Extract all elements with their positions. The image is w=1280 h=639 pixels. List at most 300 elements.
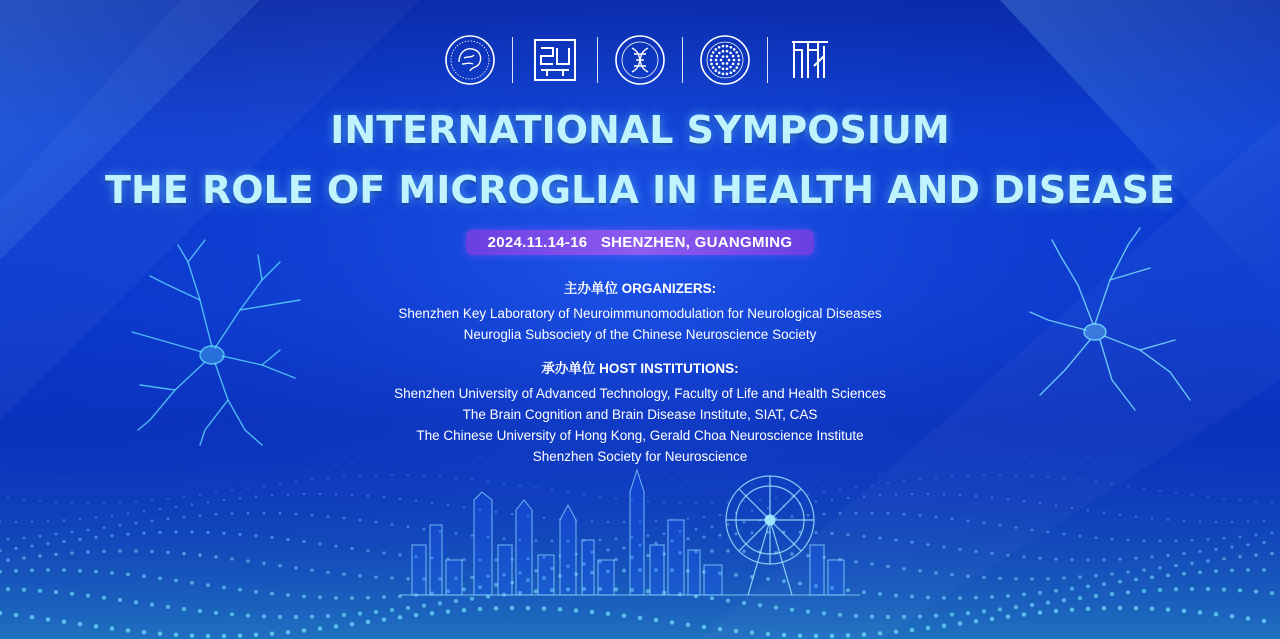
host-institutions-section bbox=[0, 357, 1280, 467]
wave-particle bbox=[159, 508, 161, 510]
wave-particle bbox=[670, 620, 674, 624]
wave-particle bbox=[270, 536, 273, 539]
logo-divider bbox=[682, 37, 683, 83]
wave-particle bbox=[655, 477, 657, 479]
wave-particle bbox=[295, 513, 298, 516]
wave-particle bbox=[471, 478, 473, 480]
wave-particle bbox=[1006, 594, 1010, 598]
wave-particle bbox=[951, 517, 954, 520]
wave-particle bbox=[711, 526, 714, 529]
wave-particle bbox=[614, 587, 618, 591]
wave-particle bbox=[55, 533, 58, 536]
wave-particle bbox=[294, 615, 298, 619]
wave-particle bbox=[759, 499, 761, 501]
wave-particle bbox=[638, 616, 642, 620]
seal-dot bbox=[733, 69, 736, 72]
wave-particle bbox=[950, 573, 953, 576]
wave-particle bbox=[815, 500, 817, 502]
wave-particle bbox=[39, 500, 41, 502]
wave-particle bbox=[1079, 479, 1081, 481]
wave-particle bbox=[334, 596, 338, 600]
wave-particle bbox=[798, 633, 802, 637]
wave-particle bbox=[350, 596, 354, 600]
wave-particle bbox=[15, 521, 17, 523]
wave-particle bbox=[375, 521, 378, 524]
wave-particle bbox=[190, 633, 194, 637]
wave-particle bbox=[751, 510, 753, 512]
wave-particle bbox=[687, 480, 689, 482]
wave-particle bbox=[814, 531, 817, 534]
wave-particle bbox=[1102, 558, 1105, 561]
wave-particle bbox=[279, 483, 281, 485]
wave-particle bbox=[78, 569, 82, 573]
wave-particle bbox=[358, 612, 362, 616]
wave-particle bbox=[207, 481, 209, 483]
wave-particle bbox=[1206, 587, 1210, 591]
wave-particle bbox=[847, 497, 849, 499]
wave-particle bbox=[1102, 582, 1106, 586]
wave-particle bbox=[198, 609, 202, 613]
wave-particle bbox=[391, 474, 393, 476]
wave-particle bbox=[1006, 554, 1009, 557]
wave-particle bbox=[974, 596, 978, 600]
wave-particle bbox=[871, 512, 874, 515]
wave-particle bbox=[838, 613, 842, 617]
wave-particle bbox=[1246, 616, 1250, 620]
wave-particle bbox=[903, 513, 906, 516]
wave-particle bbox=[215, 492, 217, 494]
wave-particle bbox=[351, 494, 353, 496]
wave-particle bbox=[583, 494, 585, 496]
wave-particle bbox=[391, 523, 394, 526]
wave-particle bbox=[519, 485, 521, 487]
wave-particle bbox=[991, 496, 993, 498]
wave-particle bbox=[222, 586, 226, 590]
seal-dot bbox=[712, 66, 715, 69]
wave-particle bbox=[198, 553, 201, 556]
wave-particle bbox=[6, 558, 9, 561]
wave-particle bbox=[311, 514, 314, 517]
wave-particle bbox=[278, 564, 281, 567]
wave-particle bbox=[310, 615, 314, 619]
wave-particle bbox=[79, 518, 81, 520]
wave-particle bbox=[151, 519, 154, 522]
wave-particle bbox=[1142, 589, 1146, 593]
wave-particle bbox=[551, 540, 554, 543]
wave-particle bbox=[239, 497, 241, 499]
wave-particle bbox=[558, 607, 562, 611]
wave-particle bbox=[471, 534, 474, 537]
wave-particle bbox=[262, 614, 266, 618]
wave-particle bbox=[231, 512, 234, 515]
wave-particle bbox=[1103, 511, 1105, 513]
wave-particle bbox=[294, 566, 297, 569]
wave-particle bbox=[590, 610, 594, 614]
wave-particle bbox=[1198, 570, 1202, 574]
wave-particle bbox=[1230, 614, 1234, 618]
wave-particle bbox=[71, 502, 73, 504]
wave-particle bbox=[1054, 558, 1057, 561]
siat-logo bbox=[782, 32, 838, 88]
wave-particle bbox=[734, 573, 738, 577]
wave-particle bbox=[1207, 496, 1209, 498]
seal-dot bbox=[726, 55, 729, 58]
neuroimmunomodulation-lab-logo bbox=[442, 32, 498, 88]
wave-particle bbox=[1038, 557, 1041, 560]
wave-particle bbox=[942, 545, 945, 548]
wave-particle bbox=[886, 615, 890, 619]
wave-particle bbox=[327, 515, 330, 518]
wave-particle bbox=[1118, 558, 1121, 561]
wave-particle bbox=[1167, 519, 1169, 521]
wave-particle bbox=[78, 622, 82, 626]
wave-particle bbox=[23, 536, 26, 539]
wave-particle bbox=[1182, 572, 1186, 576]
wave-particle bbox=[671, 478, 673, 480]
wave-particle bbox=[831, 498, 833, 500]
wave-particle bbox=[398, 615, 402, 619]
wave-particle bbox=[742, 601, 746, 605]
wave-particle bbox=[1070, 587, 1074, 591]
wave-particle bbox=[247, 512, 250, 515]
wave-particle bbox=[1015, 474, 1017, 476]
wave-particle bbox=[679, 502, 681, 504]
logo-row bbox=[0, 32, 1280, 88]
wave-particle bbox=[647, 534, 650, 537]
wave-particle bbox=[1143, 539, 1146, 542]
seal-dot bbox=[722, 50, 725, 53]
wave-particle bbox=[854, 614, 858, 618]
wave-particle bbox=[54, 553, 57, 556]
wave-particle bbox=[1150, 576, 1154, 580]
wave-particle bbox=[326, 571, 329, 574]
wave-particle bbox=[615, 498, 617, 500]
wave-particle bbox=[1166, 574, 1170, 578]
wave-particle bbox=[334, 624, 338, 628]
wave-particle bbox=[166, 551, 169, 554]
wave-particle bbox=[158, 531, 161, 534]
wave-particle bbox=[1159, 490, 1161, 492]
wave-particle bbox=[807, 493, 809, 495]
wave-particle bbox=[526, 606, 530, 610]
wave-particle bbox=[1054, 609, 1058, 613]
wave-particle bbox=[542, 606, 546, 610]
wave-particle bbox=[958, 548, 961, 551]
wave-particle bbox=[119, 501, 121, 503]
wave-particle bbox=[879, 473, 881, 475]
wave-particle bbox=[1031, 528, 1034, 531]
seal-dot bbox=[718, 66, 721, 69]
wave-particle bbox=[1230, 546, 1233, 549]
seal-dot bbox=[710, 55, 713, 58]
wave-particle bbox=[1246, 568, 1250, 572]
wave-particle bbox=[614, 558, 617, 561]
wave-particle bbox=[343, 517, 346, 520]
wave-particle bbox=[847, 477, 849, 479]
wave-particle bbox=[286, 630, 290, 634]
wave-particle bbox=[62, 540, 65, 543]
wave-particle bbox=[831, 479, 833, 481]
wave-particle bbox=[262, 562, 265, 565]
wave-particle bbox=[1079, 535, 1082, 538]
wave-particle bbox=[799, 482, 801, 484]
wave-particle bbox=[1166, 607, 1170, 611]
wave-particle bbox=[102, 596, 106, 600]
host-institution-item: Shenzhen Society for Neuroscience bbox=[532, 449, 748, 464]
wave-particle bbox=[1206, 559, 1209, 562]
wave-particle bbox=[270, 592, 274, 596]
wave-particle bbox=[1055, 505, 1057, 507]
wave-particle bbox=[599, 496, 601, 498]
wave-particle bbox=[911, 468, 913, 470]
wave-particle bbox=[1158, 588, 1162, 592]
wave-particle bbox=[310, 569, 313, 572]
wave-particle bbox=[943, 493, 945, 495]
wave-particle bbox=[350, 547, 353, 550]
wave-particle bbox=[70, 592, 74, 596]
wave-particle bbox=[655, 520, 657, 522]
wave-particle bbox=[94, 570, 98, 574]
wave-particle bbox=[510, 606, 514, 610]
wave-particle bbox=[79, 480, 81, 482]
wave-particle bbox=[1199, 520, 1201, 522]
wave-particle bbox=[646, 554, 649, 557]
wave-particle bbox=[1126, 590, 1130, 594]
wave-particle bbox=[247, 487, 249, 489]
wave-particle bbox=[494, 558, 497, 561]
seal-dot bbox=[726, 50, 729, 53]
wave-particle bbox=[591, 520, 593, 522]
wave-particle bbox=[46, 542, 49, 545]
wave-particle bbox=[959, 494, 961, 496]
wave-particle bbox=[455, 532, 458, 535]
wave-particle bbox=[1022, 555, 1025, 558]
wave-particle bbox=[94, 624, 98, 628]
wave-particle bbox=[358, 574, 361, 577]
organizer-item: Shenzhen Key Laboratory of Neuroimmunomodulation for Neurological Diseases bbox=[398, 306, 882, 321]
wave-particle bbox=[110, 534, 113, 537]
wave-particle bbox=[382, 595, 386, 599]
wave-particle bbox=[254, 534, 257, 537]
wave-particle bbox=[167, 498, 169, 500]
wave-particle bbox=[999, 474, 1001, 476]
wave-particle bbox=[1191, 539, 1194, 542]
wave-particle bbox=[1231, 521, 1233, 523]
wave-particle bbox=[478, 607, 482, 611]
wave-particle bbox=[622, 546, 625, 549]
wave-particle bbox=[1127, 485, 1129, 487]
wave-particle bbox=[782, 633, 786, 637]
wave-particle bbox=[975, 495, 977, 497]
wave-particle bbox=[535, 487, 537, 489]
wave-particle bbox=[95, 516, 97, 518]
wave-particle bbox=[342, 613, 346, 617]
wave-particle bbox=[663, 501, 665, 503]
wave-particle bbox=[158, 576, 162, 580]
suat-logo bbox=[527, 32, 583, 88]
wave-particle bbox=[1239, 535, 1242, 538]
wave-particle bbox=[278, 615, 282, 619]
wave-particle bbox=[487, 480, 489, 482]
wave-particle bbox=[223, 479, 225, 481]
wave-particle bbox=[1159, 540, 1162, 543]
wave-particle bbox=[999, 524, 1002, 527]
wave-particle bbox=[967, 475, 969, 477]
wave-particle bbox=[894, 539, 897, 542]
wave-particle bbox=[31, 474, 33, 476]
wave-particle bbox=[359, 475, 361, 477]
wave-particle bbox=[615, 537, 618, 540]
seal-dot bbox=[728, 59, 731, 62]
wave-particle bbox=[1087, 509, 1089, 511]
wave-particle bbox=[646, 589, 650, 593]
wave-particle bbox=[38, 554, 41, 557]
wave-particle bbox=[895, 470, 897, 472]
wave-particle bbox=[839, 489, 841, 491]
wave-particle bbox=[1054, 589, 1058, 593]
wave-particle bbox=[70, 551, 73, 554]
seal-dot bbox=[737, 63, 740, 66]
wave-particle bbox=[958, 621, 962, 625]
wave-particle bbox=[62, 568, 66, 572]
wave-particle bbox=[1262, 568, 1266, 572]
wave-particle bbox=[1222, 557, 1225, 560]
wave-particle bbox=[863, 495, 865, 497]
wave-particle bbox=[1063, 477, 1065, 479]
wave-particle bbox=[255, 476, 257, 478]
wave-particle bbox=[895, 493, 897, 495]
wave-particle bbox=[727, 501, 729, 503]
wave-particle bbox=[463, 506, 465, 508]
wave-particle bbox=[55, 501, 57, 503]
wave-particle bbox=[447, 504, 449, 506]
wave-particle bbox=[1247, 520, 1249, 522]
wave-particle bbox=[719, 482, 721, 484]
wave-particle bbox=[287, 494, 289, 496]
wave-particle bbox=[823, 491, 825, 493]
wave-particle bbox=[134, 600, 138, 604]
wave-particle bbox=[71, 531, 74, 534]
seal-dot bbox=[720, 59, 723, 62]
wave-particle bbox=[1158, 566, 1161, 569]
wave-particle bbox=[695, 528, 698, 531]
wave-particle bbox=[334, 545, 337, 548]
wave-particle bbox=[1270, 591, 1274, 595]
wave-particle bbox=[118, 598, 122, 602]
wave-particle bbox=[535, 539, 538, 542]
wave-particle bbox=[623, 472, 625, 474]
wave-particle bbox=[599, 538, 602, 541]
wave-particle bbox=[918, 614, 922, 618]
wave-particle bbox=[767, 507, 769, 509]
wave-particle bbox=[703, 481, 705, 483]
wave-particle bbox=[686, 623, 690, 627]
wave-particle bbox=[606, 611, 610, 615]
wave-particle bbox=[726, 599, 730, 603]
wave-particle bbox=[414, 613, 418, 617]
wave-particle bbox=[823, 513, 826, 516]
wave-particle bbox=[206, 634, 210, 638]
seal-dot bbox=[715, 69, 718, 72]
wave-particle bbox=[942, 624, 946, 628]
wave-particle bbox=[839, 512, 842, 515]
wave-particle bbox=[382, 551, 385, 554]
seal-dot bbox=[737, 55, 740, 58]
wave-particle bbox=[431, 502, 433, 504]
wave-particle bbox=[126, 533, 129, 536]
date-location-badge: 2024.11.14-16 SHENZHEN, GUANGMING bbox=[466, 230, 815, 255]
wave-particle bbox=[407, 525, 410, 528]
wave-particle bbox=[1095, 481, 1097, 483]
wave-particle bbox=[318, 542, 321, 545]
wave-particle bbox=[207, 501, 209, 503]
wave-particle bbox=[319, 493, 321, 495]
wave-particle bbox=[350, 622, 354, 626]
wave-particle bbox=[246, 614, 250, 618]
wave-particle bbox=[750, 630, 754, 634]
wave-particle bbox=[879, 494, 881, 496]
wave-particle bbox=[470, 597, 474, 601]
wave-particle bbox=[1014, 577, 1017, 580]
wave-particle bbox=[647, 500, 649, 502]
wave-particle bbox=[87, 502, 89, 504]
wave-particle bbox=[183, 516, 186, 519]
wave-particle bbox=[1174, 564, 1177, 567]
wave-particle bbox=[534, 569, 537, 572]
wave-particle bbox=[1038, 591, 1042, 595]
wave-particle bbox=[254, 590, 258, 594]
wave-particle bbox=[734, 532, 737, 535]
wave-particle bbox=[911, 493, 913, 495]
wave-particle bbox=[791, 515, 794, 518]
wave-particle bbox=[1006, 614, 1010, 618]
wave-particle bbox=[142, 532, 145, 535]
wave-particle bbox=[191, 503, 193, 505]
wave-particle bbox=[1086, 558, 1089, 561]
wave-particle bbox=[191, 482, 193, 484]
wave-particle bbox=[543, 517, 545, 519]
seal-dot bbox=[722, 62, 725, 65]
wave-particle bbox=[702, 625, 706, 629]
wave-particle bbox=[231, 490, 233, 492]
wave-particle bbox=[1110, 572, 1113, 575]
wave-particle bbox=[1031, 475, 1033, 477]
wave-particle bbox=[423, 475, 425, 477]
wave-particle bbox=[318, 626, 322, 630]
wave-particle bbox=[751, 483, 753, 485]
wave-particle bbox=[399, 498, 401, 500]
wave-particle bbox=[1118, 580, 1122, 584]
wave-particle bbox=[591, 468, 593, 470]
wave-particle bbox=[190, 581, 194, 585]
seal-dot bbox=[733, 59, 736, 62]
wave-particle bbox=[1263, 477, 1265, 479]
brain-seal-icon bbox=[444, 34, 496, 86]
wave-particle bbox=[62, 620, 66, 624]
wave-particle bbox=[199, 514, 202, 517]
wave-particle bbox=[878, 537, 881, 540]
wave-particle bbox=[7, 538, 10, 541]
symposium-subtitle: THE ROLE OF MICROGLIA IN HEALTH AND DISEASE bbox=[105, 168, 1175, 212]
seal-dot bbox=[726, 73, 729, 76]
wave-particle bbox=[46, 568, 50, 572]
wave-particle bbox=[743, 521, 746, 524]
wave-particle bbox=[110, 626, 114, 630]
wave-particle bbox=[406, 606, 410, 610]
wave-particle bbox=[855, 487, 857, 489]
wave-particle bbox=[255, 496, 257, 498]
wave-particle bbox=[222, 532, 225, 535]
